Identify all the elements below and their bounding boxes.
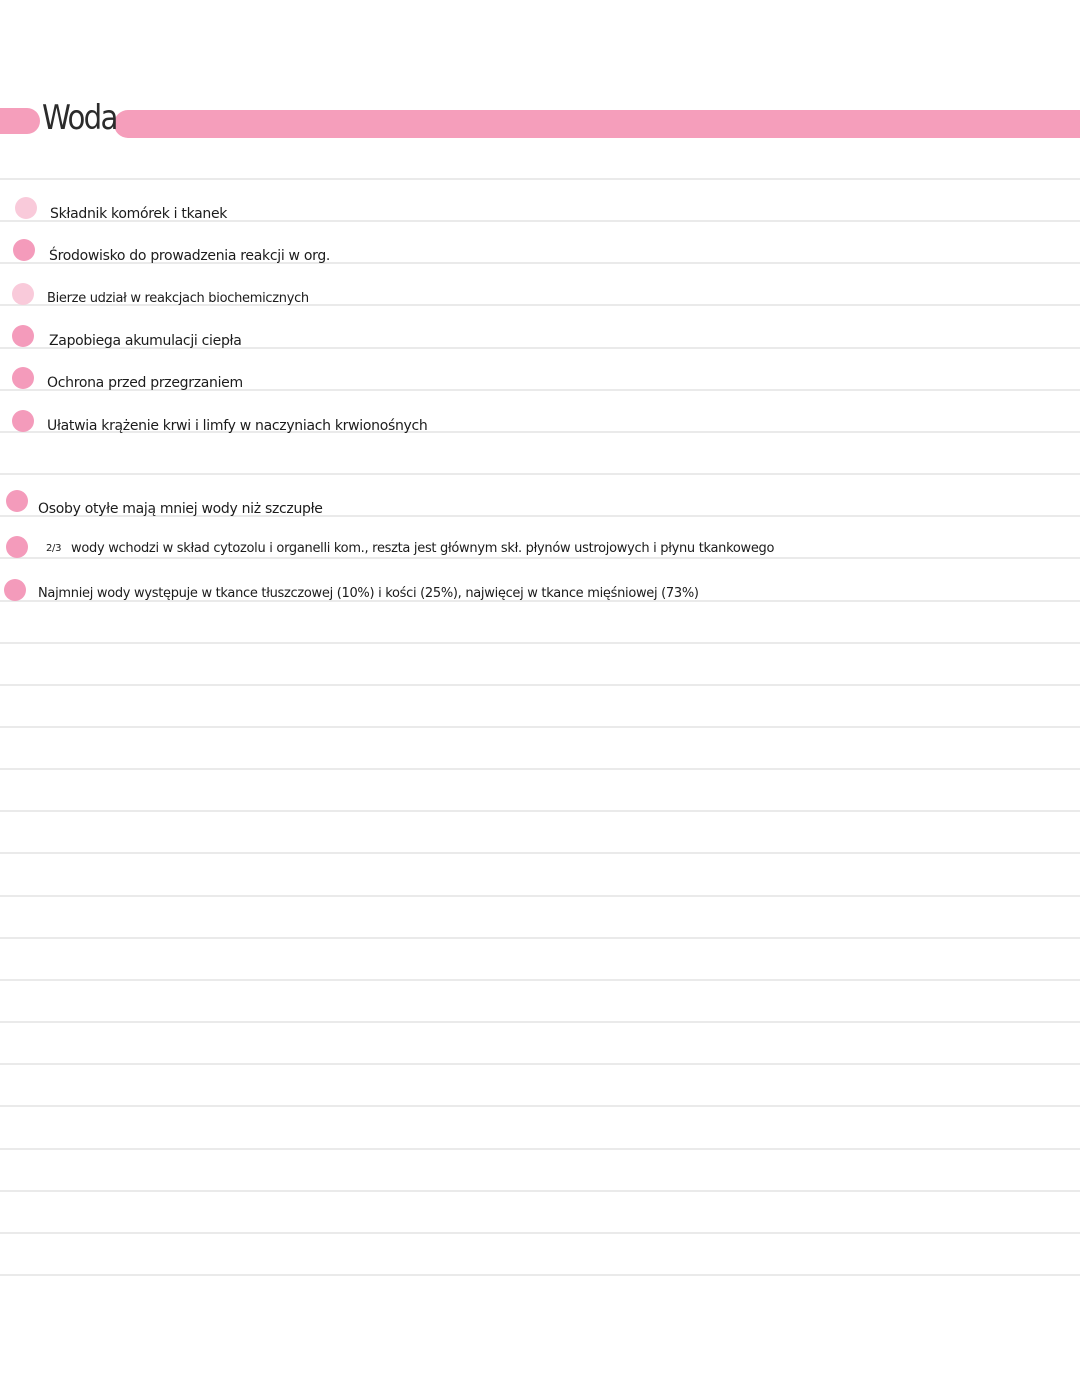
- bullet-dot: [4, 579, 26, 601]
- list-item: Ochrona przed przegrzaniem: [47, 375, 243, 391]
- title-accent-bar: [114, 110, 1080, 138]
- list-item: Zapobiega akumulacji ciepła: [49, 333, 242, 349]
- bullet-dot: [13, 239, 35, 261]
- bullet-dot: [12, 410, 34, 432]
- bullet-dot: [12, 325, 34, 347]
- fraction: 2/3: [46, 543, 62, 554]
- page-title: Woda: [42, 98, 117, 138]
- list-item: Ułatwia krążenie krwi i limfy w naczyniach krwionośnych: [47, 418, 428, 434]
- bullet-dot: [6, 536, 28, 558]
- bullet-dot: [12, 367, 34, 389]
- title-accent-left: [0, 108, 40, 134]
- list-item: Środowisko do prowadzenia reakcji w org.: [49, 248, 331, 264]
- list-item: Składnik komórek i tkanek: [50, 206, 228, 222]
- bullet-dot: [15, 197, 37, 219]
- list-item: Najmniej wody występuje w tkance tłuszczowej (10%) i kości (25%), najwięcej w tkance mięśniowej (73%): [38, 586, 699, 601]
- list-item: wody wchodzi w skład cytozolu i organelli kom., reszta jest głównym skł. płynów ustrojowych i płynu tkankowego: [71, 541, 775, 556]
- list-item: Osoby otyłe mają mniej wody niż szczupłe: [38, 501, 323, 517]
- bullet-dot: [12, 283, 34, 305]
- list-item-fraction: [46, 541, 774, 556]
- bullet-dot: [6, 490, 28, 512]
- list-item: Bierze udział w reakcjach biochemicznych: [47, 291, 309, 306]
